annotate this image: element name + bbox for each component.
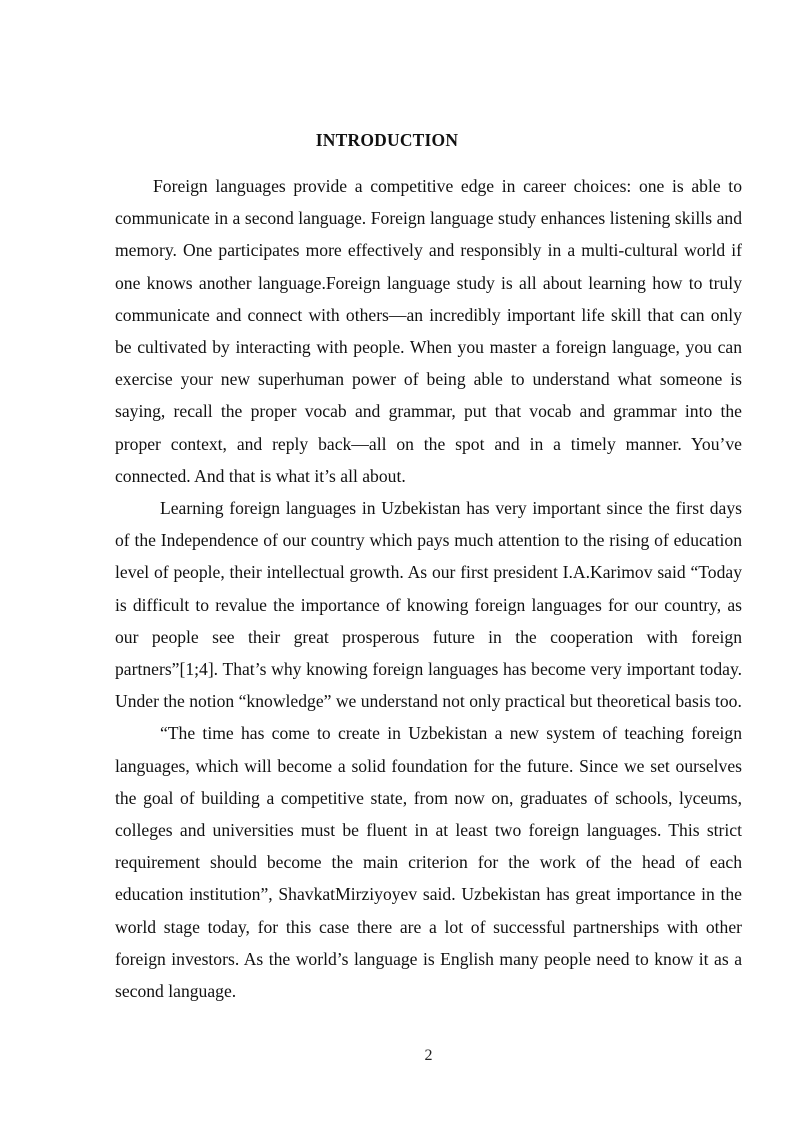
paragraph-3: “The time has come to create in Uzbekistan a new system of teaching foreign languages, which will become a solid foundation for the future. Since we set ourselves the goal of building a competitive state, from now on, graduates of schools, lyceums, colleges and universities must be fluent in at least two foreign languages. This strict requirement should become the main criterion for the work of the head of each education institution”, ShavkatMirziyoyev said. Uzbekistan has great importance in the world stage today, for this case there are a lot of successful partnerships with other foreign investors. As the world’s language is English many people need to know it as a second language. bbox=[115, 723, 742, 1002]
body-text bbox=[115, 170, 742, 1007]
page-number: 2 bbox=[424, 1047, 433, 1064]
paragraph-1: Foreign languages provide a competitive edge in career choices: one is able to communicate in a second language. Foreign language study enhances listening skills and memory. One participates more effectively and responsibly in a multi-cultural world if one knows another language.Foreign language study is all about learning how to truly communicate and connect with others—an incredibly important life skill that can only be cultivated by interacting with people. When you master a foreign language, you can exercise your new superhuman power of being able to understand what someone is saying, recall the proper vocab and grammar, put that vocab and grammar into the proper context, and reply back—all on the spot and in a timely manner. You’ve connected. And that is what it’s all about. bbox=[115, 176, 742, 486]
paragraph-2: Learning foreign languages in Uzbekistan has very important since the first days of the Independence of our country which pays much attention to the rising of education level of people, their intellectual growth. As our first president I.A.Karimov said “Today is difficult to revalue the importance of knowing foreign languages for our country, as our people see their great prosperous future in the cooperation with foreign partners”[1;4]. That’s why knowing foreign languages has become very important today. Under the notion “knowledge” we understand not only practical but theoretical basis too. bbox=[115, 498, 742, 712]
section-heading: INTRODUCTION bbox=[315, 130, 459, 150]
